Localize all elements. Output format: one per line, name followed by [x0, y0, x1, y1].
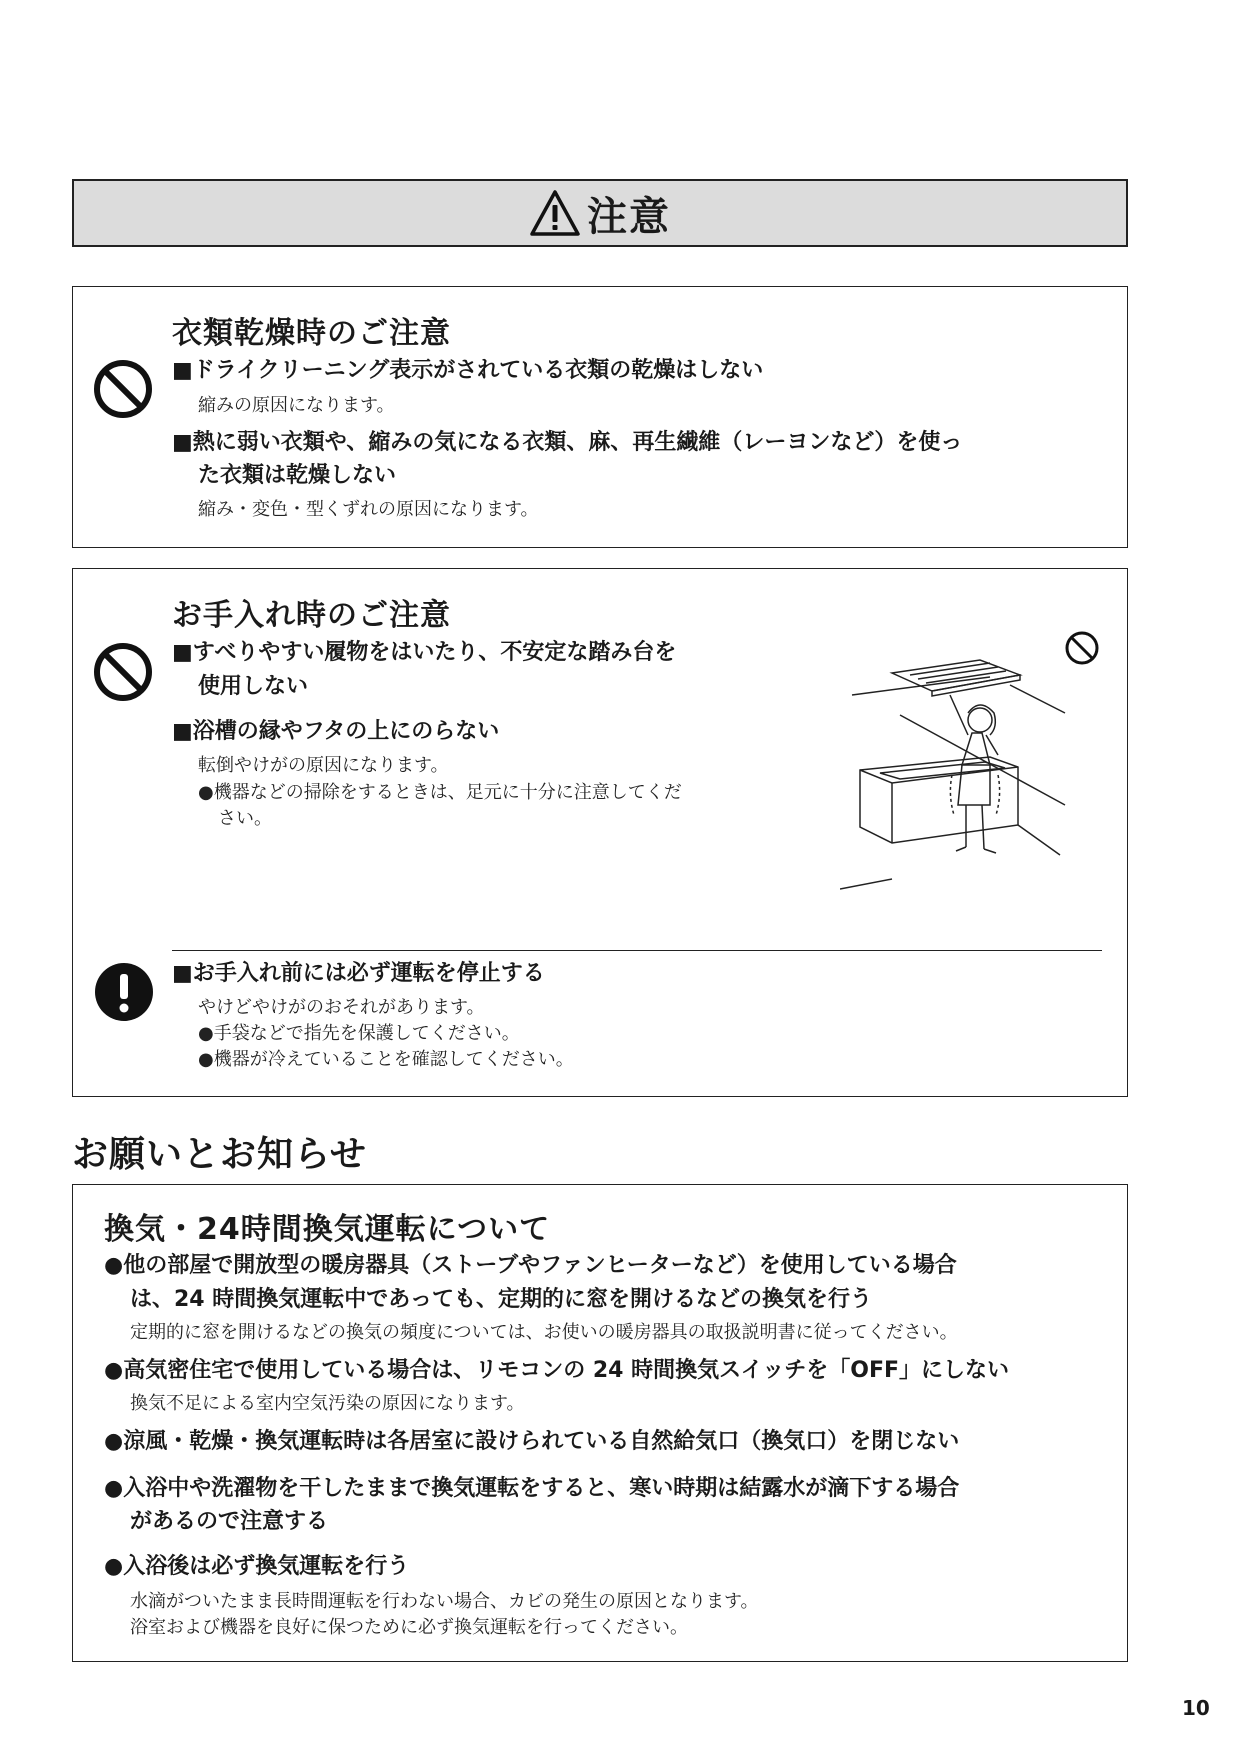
prohibition-icon: [92, 358, 154, 420]
care-section-title: お手入れ時のご注意: [172, 598, 451, 633]
mandatory-heading: ■お手入れ前には必ず運転を停止する: [172, 961, 545, 986]
drying-item2-heading-line2: た衣類は乾燥しない: [198, 463, 397, 488]
notice-item2-desc: 換気不足による室内空気汚染の原因になります。: [130, 1393, 525, 1414]
drying-section-title: 衣類乾燥時のご注意: [172, 316, 451, 351]
care-bullet-line2: さい。: [218, 808, 272, 829]
care-item1-heading-line2: 使用しない: [198, 674, 309, 699]
drying-item1-desc: 縮みの原因になります。: [198, 395, 395, 416]
prohibition-icon: [92, 641, 154, 703]
notice-item1-desc: 定期的に窓を開けるなどの換気の頻度については、お使いの暖房器具の取扱説明書に従ってください。: [130, 1322, 958, 1343]
warning-triangle-icon: [529, 189, 581, 237]
notice-item5-desc-2: 浴室および機器を良好に保つために必ず換気運転を行ってください。: [130, 1617, 688, 1638]
mandatory-bullet-2: ●機器が冷えていることを確認してください。: [198, 1049, 574, 1070]
care-item1-heading-line1: ■すべりやすい履物をはいたり、不安定な踏み台を: [172, 640, 677, 665]
mandatory-desc: やけどやけがのおそれがあります。: [198, 997, 485, 1018]
notice-item4-line1: ●入浴中や洗濯物を干したままで換気運転をすると、寒い時期は結露水が滴下する場合: [104, 1476, 960, 1501]
notice-title: 換気・24時間換気運転について: [104, 1212, 551, 1247]
care-desc: 転倒やけがの原因になります。: [198, 755, 449, 776]
drying-item1-heading: ■ドライクリーニング表示がされている衣類の乾燥はしない: [172, 358, 764, 383]
notice-page-heading: お願いとお知らせ: [72, 1134, 367, 1175]
caution-title: 注意: [587, 193, 671, 240]
notice-item1-line1: ●他の部屋で開放型の暖房器具（ストーブやファンヒーターなど）を使用している場合: [104, 1253, 957, 1278]
notice-item5-desc-1: 水滴がついたまま長時間運転を行わない場合、カビの発生の原因となります。: [130, 1591, 759, 1612]
care-item2-heading: ■浴槽の縁やフタの上にのらない: [172, 719, 500, 744]
notice-item4-line2: があるので注意する: [130, 1509, 329, 1534]
notice-item5: ●入浴後は必ず換気運転を行う: [104, 1554, 410, 1579]
mandatory-exclamation-icon: [93, 961, 155, 1023]
mandatory-bullet-1: ●手袋などで指先を保護してください。: [198, 1023, 520, 1044]
woman-standing-on-bathtub-icon: [840, 655, 1070, 920]
drying-item2-desc: 縮み・変色・型くずれの原因になります。: [198, 499, 539, 520]
drying-item2-heading-line1: ■熱に弱い衣類や、縮みの気になる衣類、麻、再生繊維（レーヨンなど）を使っ: [172, 430, 963, 455]
care-divider: [172, 950, 1102, 951]
page-number: 10: [1182, 1696, 1210, 1720]
care-bullet-line1: ●機器などの掃除をするときは、足元に十分に注意してくだ: [198, 782, 682, 803]
notice-item1-line2: は、24 時間換気運転中であっても、定期的に窓を開けるなどの換気を行う: [130, 1287, 873, 1312]
notice-item2: ●高気密住宅で使用している場合は、リモコンの 24 時間換気スイッチを「OFF」にしない: [104, 1358, 1010, 1383]
caution-banner: [72, 179, 1128, 247]
notice-item3: ●涼風・乾燥・換気運転時は各居室に設けられている自然給気口（換気口）を閉じない: [104, 1429, 960, 1454]
